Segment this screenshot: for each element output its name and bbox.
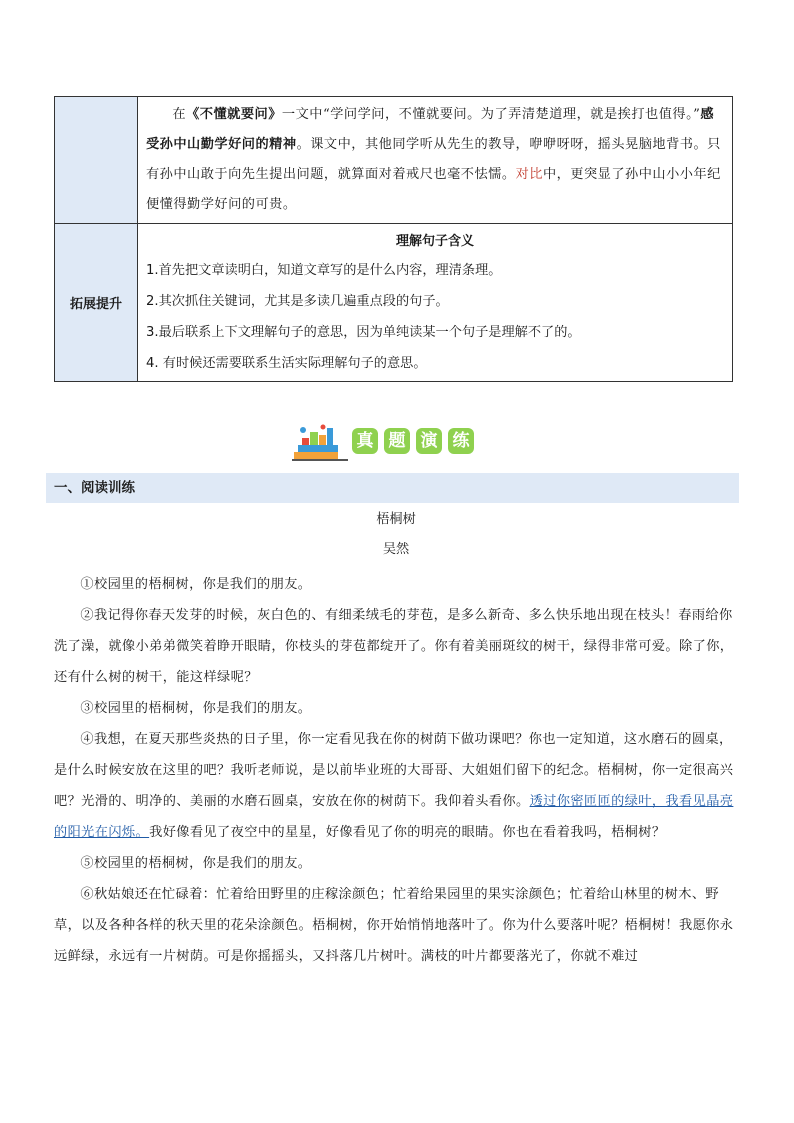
paragraph-text: ③校园里的梧桐树，你是我们的朋友。 bbox=[80, 701, 312, 716]
table-row bbox=[55, 97, 733, 224]
books-icon bbox=[292, 422, 350, 462]
summary-segment: 《不懂就要问》 bbox=[186, 107, 282, 122]
summary-segment: 中，更突显了孙中山小小年纪便懂得勤学好问的可贵。 bbox=[146, 167, 721, 212]
banner-char-3: 演 bbox=[416, 428, 442, 454]
article-paragraph bbox=[54, 569, 738, 600]
row-label: 拓展提升 bbox=[55, 224, 138, 382]
paragraph-text: ①校园里的梧桐树，你是我们的朋友。 bbox=[80, 577, 312, 592]
article-body bbox=[54, 569, 738, 972]
knowledge-table bbox=[54, 96, 733, 382]
tips-title: 理解句子含义 bbox=[395, 234, 474, 249]
table-row bbox=[55, 224, 733, 382]
summary-paragraph bbox=[146, 100, 724, 220]
paragraph-text: ②我记得你春天发芽的时候，灰白色的、有细柔绒毛的芽苞，是多么新奇、多么快乐地出现在枝头！春雨给你洗了澡，就像小弟弟微笑着睁开眼睛，你枝头的芽苞都绽开了。你有着美丽斑纹的树干，绿得非常可爱。除了你，还有什么树的树干，能这样绿呢？ bbox=[54, 608, 734, 685]
banner-char-1: 真 bbox=[352, 428, 378, 454]
tip-line-4: 4. 有时候还需要联系生活实际理解句子的意思。 bbox=[146, 356, 427, 371]
section-heading: 一、阅读训练 bbox=[46, 473, 739, 503]
reading-article bbox=[54, 505, 738, 972]
summary-segment: 在 bbox=[172, 107, 187, 122]
tip-line-2: 2.其次抓住关键词，尤其是多读几遍重点段的句子。 bbox=[146, 294, 449, 309]
article-paragraph bbox=[54, 724, 738, 848]
practice-banner bbox=[292, 420, 492, 462]
summary-segment: 一文中“学问学问，不懂就要问。为了弄清楚道理，就是挨打也值得。” bbox=[281, 107, 701, 122]
banner-char-2: 题 bbox=[384, 428, 410, 454]
paragraph-text: 我好像看见了夜空中的星星，好像看见了你的明亮的眼睛。你也在看着我吗，梧桐树？ bbox=[149, 825, 666, 840]
underlined-sentence: 透过你密匝匝的绿叶，我看见晶亮的阳光在闪烁。 bbox=[54, 794, 734, 840]
article-paragraph bbox=[54, 879, 738, 972]
row-label-empty bbox=[55, 97, 138, 224]
article-title: 梧桐树 bbox=[376, 512, 416, 527]
summary-cell bbox=[138, 97, 733, 224]
paragraph-text: ⑥秋姑娘还在忙碌着：忙着给田野里的庄稼涂颜色；忙着给果园里的果实涂颜色；忙着给山林里的树木、野草，以及各种各样的秋天里的花朵涂颜色。梧桐树，你开始悄悄地落叶了。你为什么要落叶呢？梧桐树！我愿你永远鲜绿，永远有一片树荫。可是你摇摇头，又抖落几片树叶。满枝的叶片都要落光了，你就不难过 bbox=[54, 887, 734, 964]
summary-segment: 。课文中，其他同学听从先生的教导，咿咿呀呀，摇头晃脑地背书。只有孙中山敢于向先生提出问题，就算面对着戒尺也毫不怯懦。 bbox=[146, 137, 721, 182]
article-paragraph bbox=[54, 848, 738, 879]
tip-line-3: 3.最后联系上下文理解句子的意思，因为单纯读某一个句子是理解不了的。 bbox=[146, 325, 581, 340]
article-author: 吴然 bbox=[382, 542, 410, 557]
paragraph-text: ④我想，在夏天那些炎热的日子里，你一定看见我在你的树荫下做功课吧？你也一定知道，这水磨石的圆桌，是什么时候安放在这里的吧？我听老师说，是以前毕业班的大哥哥、大姐姐们留下的纪念。梧桐树，你一定很高兴吧？光滑的、明净的、美丽的水磨石圆桌，安放在你的树荫下。我仰着头看你。 bbox=[54, 732, 734, 809]
tips-cell bbox=[138, 224, 733, 382]
summary-segment: 感受孙中山勤学好问的精神 bbox=[146, 107, 715, 152]
article-paragraph bbox=[54, 600, 738, 693]
summary-segment: 对比 bbox=[515, 167, 543, 182]
banner-char-4: 练 bbox=[448, 428, 474, 454]
article-paragraph bbox=[54, 693, 738, 724]
tip-line-1: 1.首先把文章读明白，知道文章写的是什么内容，理清条理。 bbox=[146, 263, 502, 278]
paragraph-text: ⑤校园里的梧桐树，你是我们的朋友。 bbox=[80, 856, 312, 871]
